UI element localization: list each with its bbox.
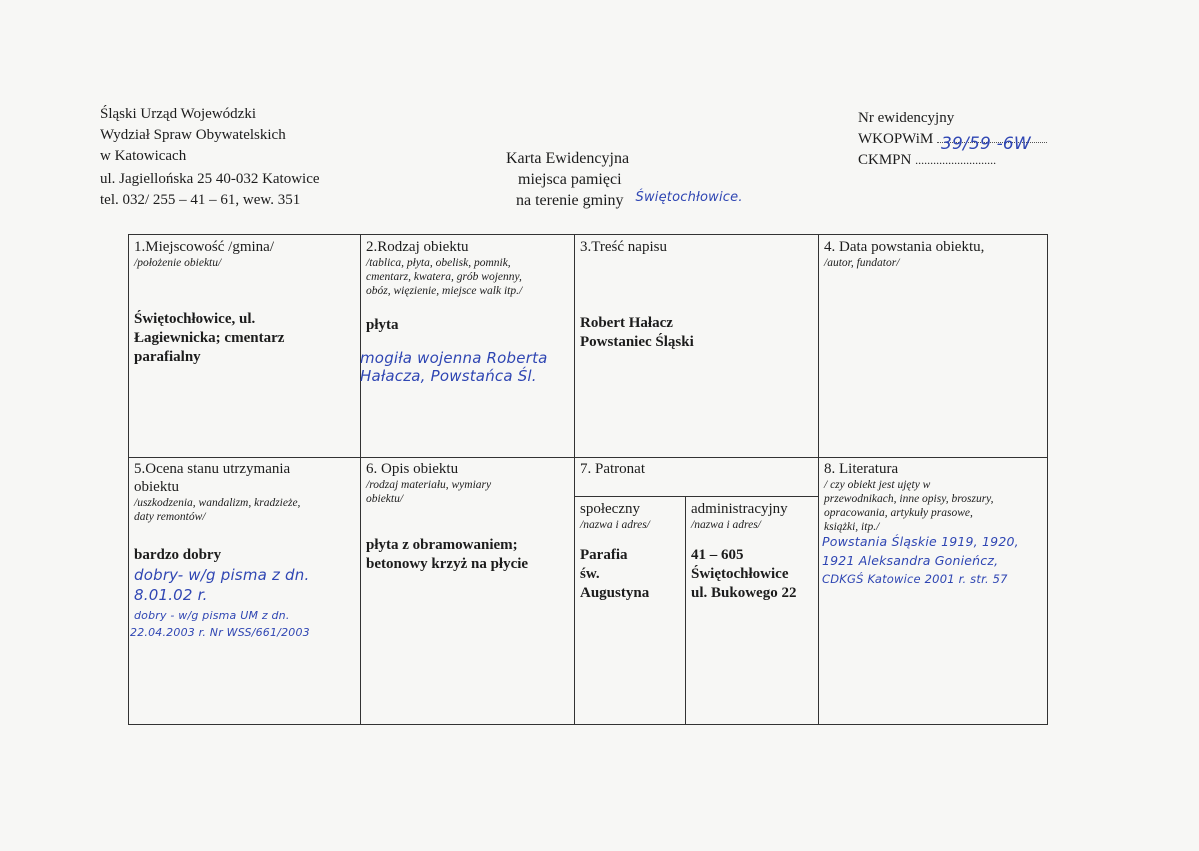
cell-creation-date	[824, 238, 1044, 270]
issuer-line: Wydział Spraw Obywatelskich	[100, 127, 286, 143]
ckmpn-label: CKMPN	[858, 152, 912, 168]
cell-hint: /tablica, płyta, obelisk, pomnik,	[366, 257, 511, 269]
cell-description	[366, 460, 572, 574]
literature-handwritten: 1921 Aleksandra Gonieńcz,	[822, 553, 999, 568]
card-title: Karta Ewidencyjna	[506, 150, 630, 167]
condition-value: bardzo dobry	[134, 547, 222, 563]
cell-title: obiektu	[134, 479, 179, 495]
issuer-block	[100, 104, 320, 211]
cell-title: 7. Patronat	[580, 461, 645, 477]
card-title-block	[506, 148, 743, 211]
patronage-social-label: społeczny	[580, 501, 640, 517]
cell-inscription	[580, 238, 816, 352]
location-value: Świętochłowice, ul.	[134, 311, 256, 327]
cell-hint: / czy obiekt jest ujęty w	[824, 479, 931, 491]
patronage-admin-value: ul. Bukowego 22	[691, 585, 797, 601]
cell-literature	[824, 460, 1046, 589]
cell-hint: /położenie obiektu/	[134, 257, 222, 269]
literature-handwritten: CDKGŚ Katowice 2001 r. str. 57	[822, 572, 1008, 586]
issuer-line: ul. Jagiellońska 25 40-032 Katowice	[100, 171, 320, 187]
cell-hint: cmentarz, kwatera, grób wojenny,	[366, 271, 522, 283]
cell-title: 1.Miejscowość /gmina/	[134, 239, 274, 255]
inscription-value: Powstaniec Śląski	[580, 334, 694, 350]
description-value: betonowy krzyż na płycie	[366, 556, 529, 572]
object-type-handwritten: Hałacza, Powstańca Śl.	[360, 367, 537, 385]
cell-title: 3.Treść napisu	[580, 239, 667, 255]
cell-patronage	[580, 460, 816, 478]
patronage-admin-value: 41 – 605	[691, 547, 744, 563]
cell-hint: /rodzaj materiału, wymiary	[366, 479, 492, 491]
wkopwim-field	[937, 134, 1047, 154]
patronage-admin-label: administracyjny	[691, 501, 788, 517]
cell-title: 8. Literatura	[824, 461, 899, 477]
condition-handwritten-2: dobry - w/g pisma UM z dn.	[134, 609, 290, 622]
gmina-handwritten: Świętochłowice.	[635, 190, 743, 205]
cell-title: 2.Rodzaj obiektu	[366, 239, 469, 255]
patronage-social-value: św.	[580, 566, 600, 582]
ckmpn-value: ...........................	[915, 153, 997, 167]
condition-handwritten: dobry- w/g pisma z dn.	[134, 566, 310, 584]
issuer-line: tel. 032/ 255 – 41 – 61, wew. 351	[100, 192, 301, 208]
card-title-line2: miejsca pamięci	[518, 171, 622, 188]
condition-handwritten: 8.01.02 r.	[134, 586, 208, 604]
cell-object-type	[360, 238, 572, 385]
wkopwim-label: WKOPWiM	[858, 131, 934, 147]
object-type-value: płyta	[366, 317, 399, 333]
issuer-line: w Katowicach	[100, 148, 187, 164]
cell-hint: /nazwa i adres/	[580, 519, 650, 531]
cell-condition	[130, 460, 358, 641]
object-type-handwritten: mogiła wojenna Roberta	[360, 349, 548, 367]
inscription-value: Robert Hałacz	[580, 315, 673, 331]
cell-hint: przewodnikach, inne opisy, broszury,	[824, 493, 994, 505]
cell-location	[134, 238, 356, 367]
cell-hint: /uszkodzenia, wandalizm, kradzieże,	[134, 497, 301, 509]
patronage-social	[580, 500, 682, 603]
patronage-social-value: Parafia	[580, 547, 628, 563]
issuer-line: Śląski Urząd Wojewódzki	[100, 106, 256, 122]
cell-title: 6. Opis obiektu	[366, 461, 459, 477]
patronage-social-value: Augustyna	[580, 585, 650, 601]
cell-hint: /nazwa i adres/	[691, 519, 761, 531]
cell-hint: opracowania, artykuły prasowe,	[824, 507, 973, 519]
registry-block	[858, 108, 1047, 171]
cell-title: 5.Ocena stanu utrzymania	[134, 461, 291, 477]
cell-hint: /autor, fundator/	[824, 257, 900, 269]
location-value: parafialny	[134, 349, 201, 365]
condition-handwritten-2: 22.04.2003 r. Nr WSS/661/2003	[130, 626, 310, 639]
cell-hint: daty remontów/	[134, 511, 206, 523]
patronage-admin-value: Świętochłowice	[691, 566, 789, 582]
cell-hint: książki, itp./	[824, 521, 880, 533]
literature-handwritten: Powstania Śląskie 1919, 1920,	[822, 534, 1019, 549]
location-value: Łagiewnicka; cmentarz	[134, 330, 285, 346]
wkopwim-value: 39/59 -6W	[940, 134, 1031, 154]
cell-hint: obóz, więzienie, miejsce walk itp./	[366, 285, 523, 297]
patronage-admin	[691, 500, 817, 603]
cell-title: 4. Data powstania obiektu,	[824, 239, 985, 255]
card-title-line3: na terenie gminy	[516, 192, 624, 209]
description-value: płyta z obramowaniem;	[366, 537, 518, 553]
registry-number-label: Nr ewidencyjny	[858, 110, 955, 126]
cell-hint: obiektu/	[366, 493, 404, 505]
